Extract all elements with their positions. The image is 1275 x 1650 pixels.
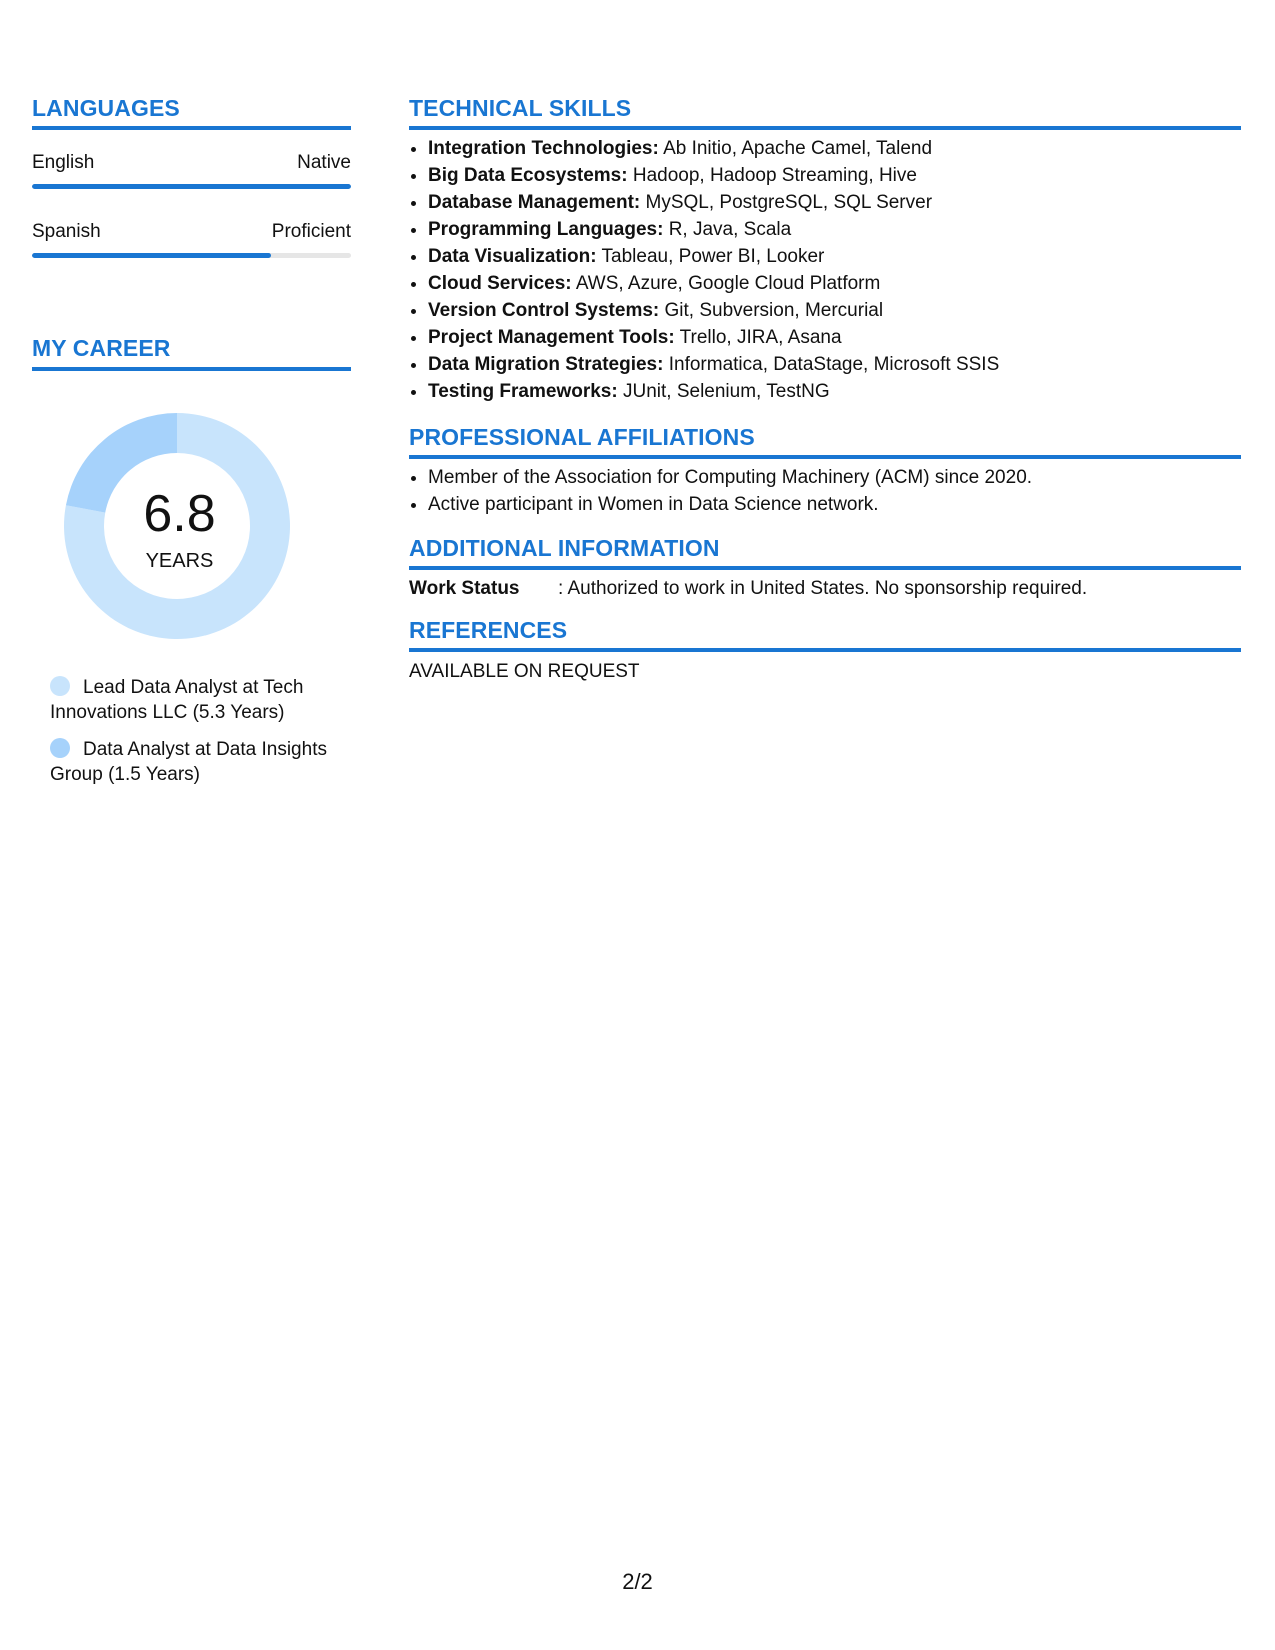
skill-item (428, 216, 999, 243)
references-text: AVAILABLE ON REQUEST (409, 661, 640, 682)
skill-item (428, 378, 999, 405)
affiliation-item: • Member of the Association for Computing Machinery (ACM) since 2020. (428, 464, 1032, 491)
page-number: 2/2 (622, 1569, 653, 1594)
skill-value: R, Java, Scala (668, 219, 792, 240)
career-title: MY CAREER (32, 335, 171, 361)
affiliations-title: PROFESSIONAL AFFILIATIONS (409, 424, 755, 450)
languages-title: LANGUAGES (32, 95, 180, 121)
career-total-unit: YEARS (145, 550, 214, 572)
language-bar-fill (32, 184, 351, 189)
language-bar (32, 184, 351, 189)
legend-dot-icon (50, 738, 70, 758)
career-total-years: 6.8 (143, 485, 216, 543)
technical-skills-rule (409, 126, 1241, 130)
skill-item (428, 297, 999, 324)
skill-label: Database Management: (428, 192, 641, 213)
skill-item (428, 243, 999, 270)
skill-value: Hadoop, Hadoop Streaming, Hive (632, 165, 917, 186)
career-legend-item (50, 737, 350, 787)
skill-label: Data Visualization: (428, 246, 597, 267)
legend-dot-icon (50, 676, 70, 696)
technical-skills-list (409, 135, 999, 405)
legend-label: Data Analyst at Data Insights Group (1.5 Years) (50, 739, 327, 785)
skill-item (428, 162, 999, 189)
skill-value: Ab Initio, Apache Camel, Talend (663, 138, 933, 159)
languages-rule (32, 126, 351, 130)
work-status-label: Work Status (409, 578, 520, 599)
skill-label: Data Migration Strategies: (428, 354, 664, 375)
skill-value: Trello, JIRA, Asana (679, 327, 842, 348)
references-title: REFERENCES (409, 617, 568, 643)
career-legend-item (50, 675, 350, 725)
legend-label: Lead Data Analyst at Tech Innovations LLC (5.3 Years) (50, 677, 304, 723)
skill-item (428, 270, 999, 297)
skill-label: Project Management Tools: (428, 327, 675, 348)
skill-item (428, 189, 999, 216)
skill-item (428, 135, 999, 162)
skill-value: MySQL, PostgreSQL, SQL Server (645, 192, 933, 213)
skill-label: Testing Frameworks: (428, 381, 618, 402)
career-rule (32, 367, 351, 371)
skill-label: Cloud Services: (428, 273, 572, 294)
skill-label: Version Control Systems: (428, 300, 660, 321)
language-level: Native (297, 152, 351, 173)
affiliations-rule (409, 455, 1241, 459)
affiliation-item: • Active participant in Women in Data Science network. (428, 491, 1032, 518)
affiliations-list (409, 464, 1032, 518)
skill-item (428, 351, 999, 378)
technical-skills-title: TECHNICAL SKILLS (409, 95, 632, 121)
language-name: Spanish (32, 221, 101, 242)
language-bar-fill (32, 253, 271, 258)
skill-value: JUnit, Selenium, TestNG (622, 381, 830, 402)
skill-label: Big Data Ecosystems: (428, 165, 628, 186)
references-rule (409, 648, 1241, 652)
additional-info-rule (409, 566, 1241, 570)
skill-value: Tableau, Power BI, Looker (601, 246, 825, 267)
skill-label: Integration Technologies: (428, 138, 659, 159)
work-status-value: : Authorized to work in United States. No sponsorship required. (558, 578, 1088, 599)
skill-label: Programming Languages: (428, 219, 664, 240)
language-name: English (32, 152, 95, 173)
additional-info-title: ADDITIONAL INFORMATION (409, 535, 720, 561)
skill-value: Informatica, DataStage, Microsoft SSIS (668, 354, 1000, 375)
language-bar (32, 253, 351, 258)
skill-item (428, 324, 999, 351)
language-level: Proficient (271, 221, 351, 242)
skill-value: Git, Subversion, Mercurial (664, 300, 884, 321)
skill-value: AWS, Azure, Google Cloud Platform (575, 273, 881, 294)
